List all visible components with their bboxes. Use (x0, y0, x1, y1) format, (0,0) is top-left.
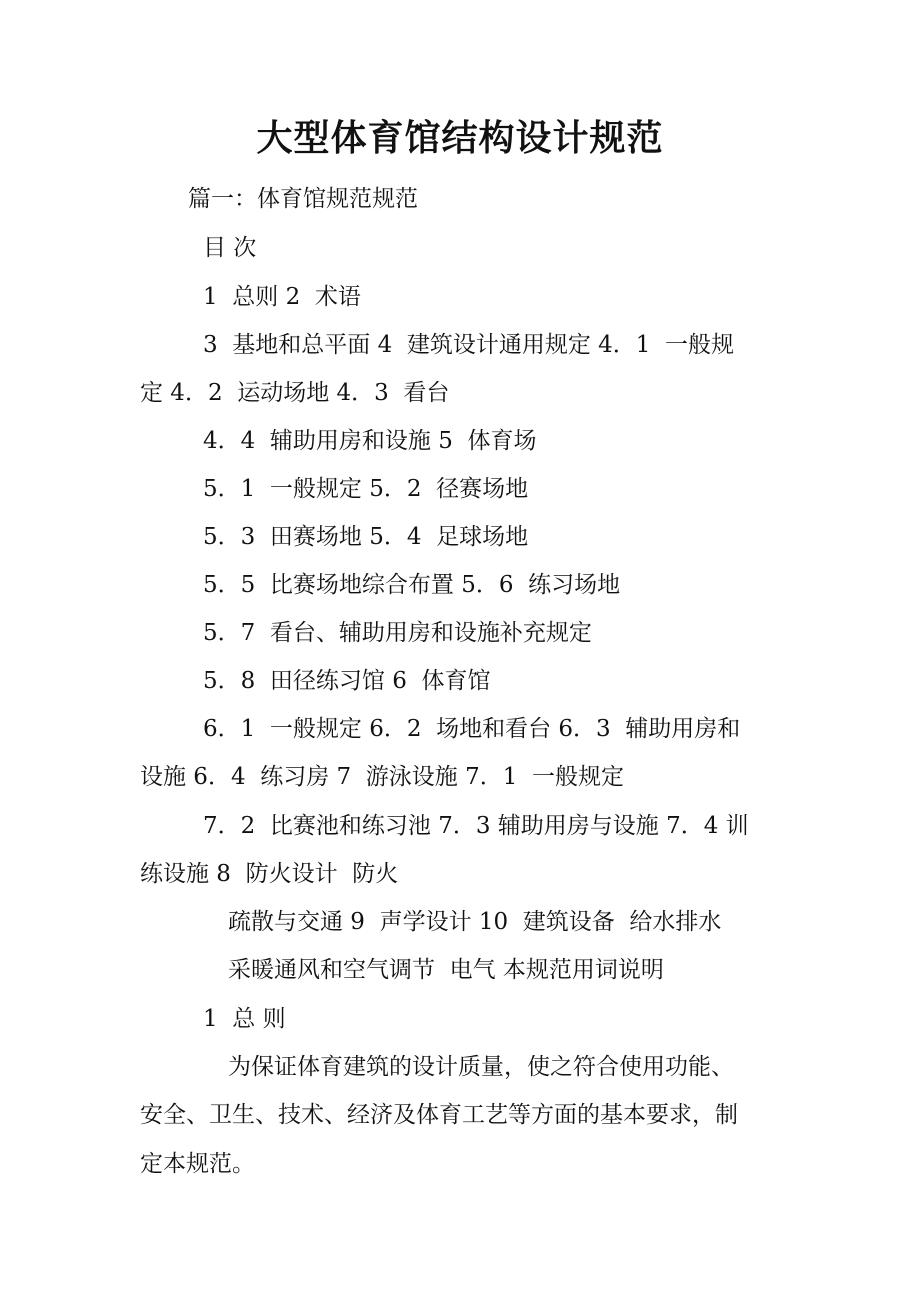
toc-line: 6．1 一般规定 6．2 场地和看台 6．3 辅助用房和 (203, 716, 741, 742)
toc-line: 4．4 辅助用房和设施 5 体育场 (203, 428, 537, 454)
toc-line: 定 4．2 运动场地 4．3 看台 (140, 380, 450, 406)
paragraph-line: 为保证体育建筑的设计质量，使之符合使用功能、 (228, 1054, 734, 1080)
toc-line: 疏散与交通 9 声学设计 10 建筑设备 给水排水 (228, 909, 722, 935)
toc-line: 5．5 比赛场地综合布置 5．6 练习场地 (203, 572, 621, 598)
toc-line: 设施 6．4 练习房 7 游泳设施 7．1 一般规定 (140, 764, 624, 790)
document-subtitle: 篇一：体育馆规范规范 (188, 186, 418, 212)
toc-line: 采暖通风和空气调节 电气 本规范用词说明 (228, 957, 664, 983)
section-heading: 1 总 则 (203, 1006, 286, 1032)
toc-line: 5．8 田径练习馆 6 体育馆 (203, 668, 491, 694)
document-title: 大型体育馆结构设计规范 (256, 118, 664, 159)
toc-line: 1 总则 2 术语 (203, 284, 361, 310)
toc-line: 7．2 比赛池和练习池 7．3 辅助用房与设施 7．4 训 (203, 813, 749, 839)
toc-line: 3 基地和总平面 4 建筑设计通用规定 4．1 一般规 (203, 332, 735, 358)
paragraph-line: 定本规范。 (140, 1151, 255, 1177)
toc-line: 练设施 8 防火设计 防火 (140, 861, 399, 887)
toc-line: 5．1 一般规定 5．2 径赛场地 (203, 476, 529, 502)
paragraph-line: 安全、卫生、技术、经济及体育工艺等方面的基本要求，制 (140, 1102, 738, 1128)
toc-line: 5．7 看台、辅助用房和设施补充规定 (203, 620, 592, 646)
toc-heading: 目 次 (203, 235, 257, 261)
toc-line: 5．3 田赛场地 5．4 足球场地 (203, 524, 529, 550)
